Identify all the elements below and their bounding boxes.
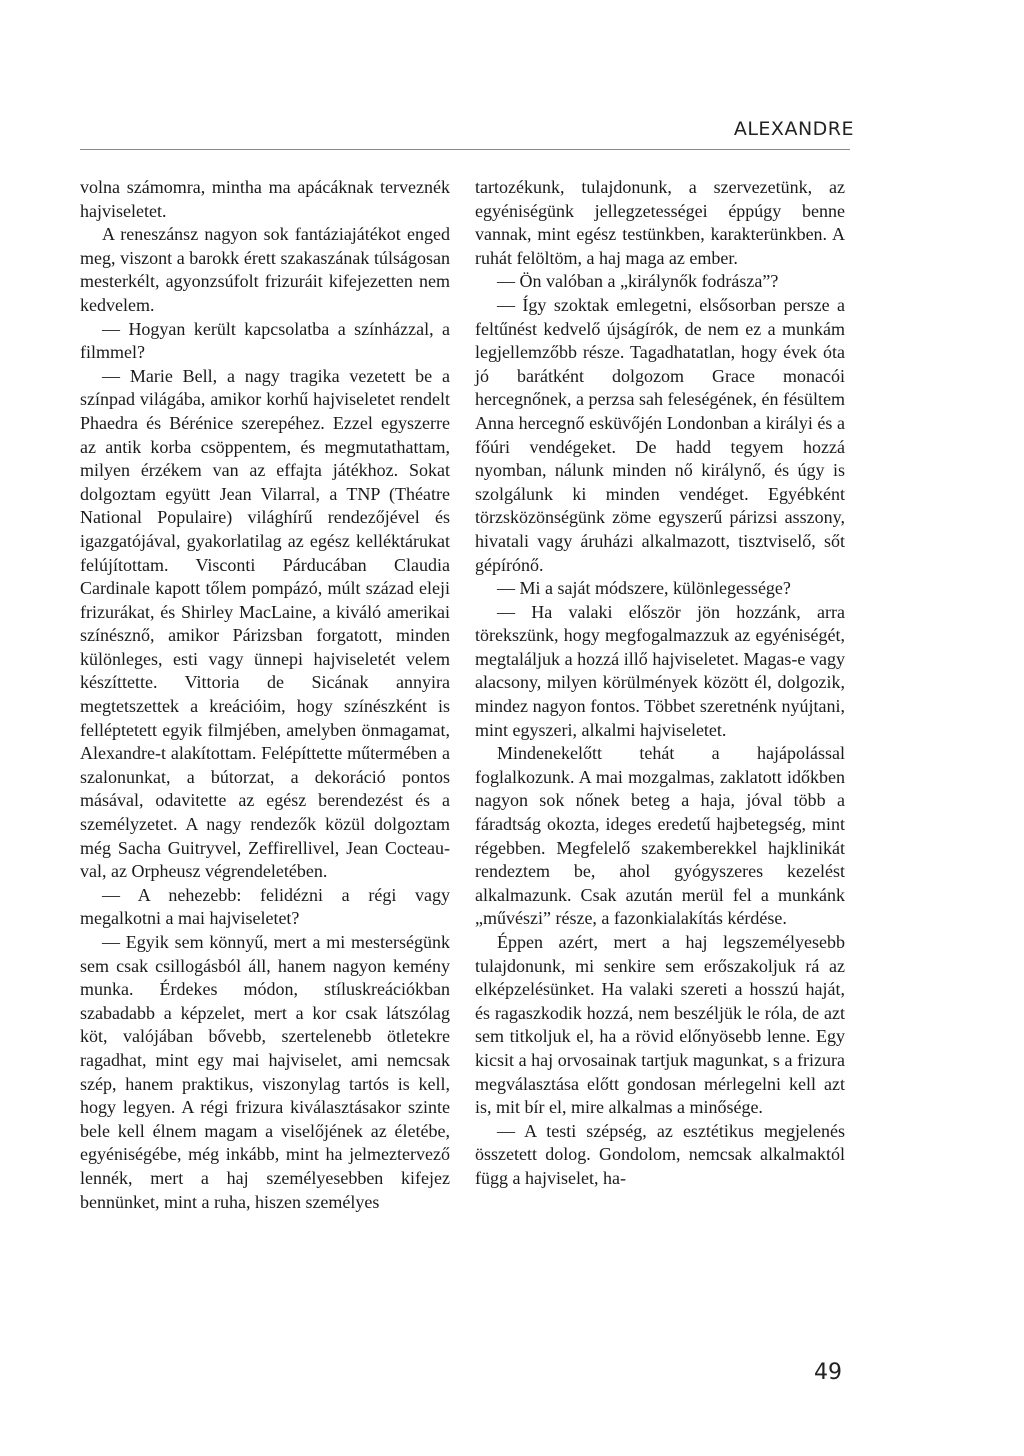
interview-answer: — Így szoktak emlegetni, elsősorban persze a feltűnést kedvelő újságírók, de nem ez a munkám legjellemzőbb része. Tagadhatatlan, hogy évek óta jó barátként dolgozom Grace monacói hercegnőnek, a perzsa sah feleségének, én fésültem Anna hercegnő esküvőjén Londonban a királyi és a főúri vendégeket. De hadd tegyem hozzá nyomban, nálunk minden nő királynő, és úgy is szolgálunk ki minden vendéget. Egyébként törzsközönségünk zöme egyszerű párizsi asszony, hivatali vagy áruházi alkalmazott, tisztviselő, sőt gépírónő. (475, 294, 845, 575)
running-head: ALEXANDRE (733, 118, 854, 140)
page-number: 49 (814, 1360, 842, 1385)
header-rule (80, 149, 850, 150)
paragraph: tartozékunk, tulajdonunk, a szervezetünk, az egyéniségünk jellegzetességei éppúgy benne vannak, mint egész testünkben, karakterünkben. A ruhát felöltöm, a haj maga az ember. (475, 177, 845, 268)
interview-question: — A testi szépség, az esztétikus megjelenés összetett dolog. Gondolom, nemcsak alkalmaktól függ a hajviselet, ha- (475, 1120, 845, 1188)
interview-answer: — Ha valaki először jön hozzánk, arra törekszünk, hogy megfogalmazzuk az egyéniségét, megtaláljuk a hozzá illő hajviseletet. Magas-e vagy alacsony, milyen körülmények között él, dolgozik, mindez nagyon fontos. Többet szeretnénk nyújtani, mint egyszeri, alkalmi hajviseletet. (475, 601, 845, 740)
interview-question: — Ön valóban a „királynők fodrásza”? (497, 271, 779, 292)
paragraph: Mindenekelőtt tehát a hajápolással foglalkozunk. A mai mozgalmas, zaklatott időkben nagyon sok nőnek beteg a haja, jóval több a fáradtság okozta, ideges eredetű hajbetegség, mint régebben. Megfelelő szakemberekkel hajklinikát rendeztem be, ahol gyógyszeres kezelést alkalmazunk. Csak azután merül fel a munkánk „művészi” része, a fazonkialakítás kérdése. (475, 743, 845, 929)
paragraph: Éppen azért, mert a haj legszemélyesebb tulajdonunk, mi senkire sem erőszakoljuk rá az elképzelésünket. Ha valaki szereti a hosszú haját, és ragaszkodik hozzá, nem beszéljük le róla, de azt sem titkoljuk el, ha a rövid előnyösebb lenne. Egy kicsit a haj orvosainak tartjuk magunkat, s a frizura megválasztása előtt gondosan mérlegelni kell azt is, mit bír el, mire alkalmas a minősége. (475, 932, 845, 1118)
left-column (80, 176, 450, 1214)
paragraph: volna számomra, mintha ma apácáknak terveznék hajviseletet. (80, 177, 450, 221)
right-column (475, 176, 845, 1191)
interview-question: — Mi a saját módszere, különlegessége? (497, 578, 791, 599)
interview-question: — A nehezebb: felidézni a régi vagy megalkotni a mai hajviseletet? (80, 884, 450, 929)
interview-answer: — Marie Bell, a nagy tragika vezetett be a színpad világába, amikor korhű hajviseletet rendelt Phaedra és Bérénice szerepéhez. Ezzel egyszerre az antik korba csöppentem, és megmutathattam, milyen érzékem van az effajta játékhoz. Sokat dolgoztam együtt Jean Vilarral, a TNP (Théatre National Populaire) világhírű rendezőjével és igazgatójával, gyakorlatilag az egész kelléktárukat felújítottam. Visconti Párducában Claudia Cardinale kapott tőlem pompázó, múlt század eleji frizurákat, és Shirley MacLaine, a kiváló amerikai színésznő, amikor Párizsban forgatott, minden különleges, esti vagy ünnepi hajviseletét velem készíttette. Vittoria de Sicának annyira megtetszettek a kreációim, hogy színészként is felléptetett egyik filmjében, amelyben önmagamat, Alexandre-t alakítottam. Felépíttette műtermében a szalonunkat, a bútorzat, a dekoráció pontos másával, odavitette az egész berendezést és a személyzetet. A nagy rendezők közül dolgoztam még Sacha Guitryvel, Zeffirellivel, Jean Cocteau-val, az Orpheusz végrendeletében. (80, 365, 450, 882)
paragraph: A reneszánsz nagyon sok fantáziajátékot enged meg, viszont a barokk érett szakaszának túlságosan mesterkélt, agyonzsúfolt frizuráit kifejezetten nem kedvelem. (80, 224, 450, 315)
interview-answer: — Egyik sem könnyű, mert a mi mesterségünk sem csak csillogásból áll, hanem nagyon kemény munka. Érdekes módon, stíluskreációkban szabadabb a képzelet, mert a kor csak látszólag köt, valójában bővebb, szertelenebb ötletekre ragadhat, mint egy mai hajviselet, ami nemcsak szép, hanem praktikus, viszonylag tartós is kell, hogy legyen. A régi frizura kiválasztásakor szinte bele kell élnem magam a viselőjének az életébe, egyéniségébe, még inkább, mint ha jelmeztervező lennék, mert a haj személyesebben kifejez bennünket, mint a ruha, hiszen személyes (80, 932, 450, 1212)
interview-question: — Hogyan került kapcsolatba a színházzal, a filmmel? (80, 318, 450, 363)
